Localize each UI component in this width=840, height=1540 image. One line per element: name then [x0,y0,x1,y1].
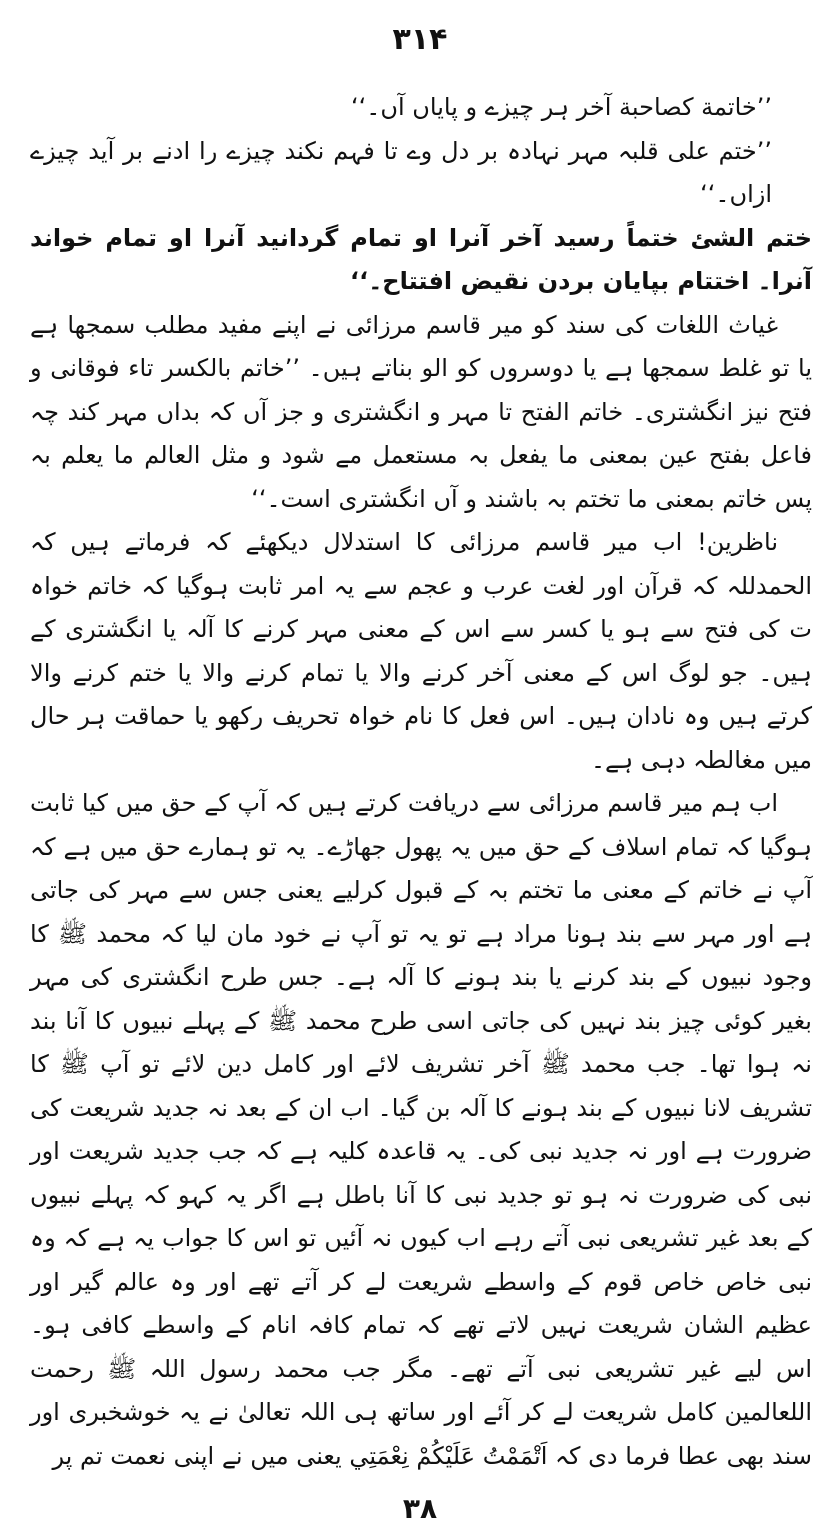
page-number-top: ۳۱۴ [392,22,448,57]
quote-line: ’’خاتمة کصاحبة آخر ہر چیزے و پایاں آں۔‘‘ [351,93,772,121]
page-number-bottom: ۳۸ [402,1492,438,1525]
body-paragraph: غیاث اللغات کی سند کو میر قاسم مرزائی نے اپنے مفید مطلب سمجھا ہے یا تو غلط سمجھا ہے یا دوسروں کو الو بناتے ہیں۔ ’’خاتم بالکسر تاء فوقانی و فتح نیز انگشتری۔ خاتم الفتح تا مہر و انگشتری و جز آں کہ بداں مہر کند چہ فاعل بفتح عین بمعنی ما یفعل بہ مستعمل مے شود و مثل العالم ما یعلم بہ پس خاتم بمعنی ما تختم بہ باشند و آں انگشتری است۔‘‘ [30,310,812,513]
body-paragraph: اب ہم میر قاسم مرزائی سے دریافت کرتے ہیں کہ آپ کے حق میں کیا ثابت ہوگیا کہ تمام اسلاف کے حق میں یہ پھول جھاڑے۔ یہ تو ہمارے حق میں ہے کہ آپ نے خاتم کے معنی ما تختم بہ کے قبول کرلیے یعنی جس سے مہر کی جاتی ہے اور مہر سے بند ہونا مراد ہے تو یہ تو آپ نے خود مان لیا کہ محمد ﷺ کا وجود نبیوں کے بند کرنے یا بند ہونے کا آلہ ہے۔ جس طرح انگشتری کی مہر بغیر کوئی چیز بند نہیں کی جاتی اسی طرح محمد ﷺ کے پہلے نبیوں کا آنا بند نہ ہوا تھا۔ جب محمد ﷺ آخر تشریف لائے اور کامل دین لائے تو آپ ﷺ کا تشریف لانا نبیوں کے بند ہونے کا آلہ بن گیا۔ اب ان کے بعد نہ جدید شریعت کی ضرورت ہے اور نہ جدید نبی کی۔ یہ قاعدہ کلیہ ہے کہ جب جدید شریعت اور نبی کی ضرورت نہ ہو تو جدید نبی کا آنا باطل ہے اگر یہ کہو کہ پہلے نبیوں کے بعد غیر تشریعی نبی آتے رہے اب کیوں نہ آئیں تو اس کا جواب یہ ہے کہ وہ نبی خاص خاص قوم کے واسطے شریعت لے کر آتے تھے اور وہ عالم گیر اور عظیم الشان شریعت نہیں لاتے تھے کہ تمام کافہ انام کے واسطے کافی ہو۔ اس لیے غیر تشریعی نبی آتے تھے۔ مگر جب محمد رسول اللہ ﷺ رحمت اللعالمین کامل شریعت لے کر آئے اور ساتھ ہی اللہ تعالیٰ نے یہ خوشخبری اور سند بھی عطا فرما دی کہ اَتْمَمْتُ عَلَيْكُمْ نِعْمَتِي یعنی میں نے اپنی نعمت تم پر [30,789,812,1470]
quote-line: ’’ختم علی قلبہ مہر نہادہ بر دل وے تا فہم نکند چیزے را ادنے بر آید چیزے ازاں۔‘‘ [30,136,772,208]
body-paragraph: ناظرین! اب میر قاسم مرزائی کا استدلال دیکھئے کہ فرماتے ہیں کہ الحمدللہ کہ قرآن اور لغت عرب و عجم سے یہ امر ثابت ہوگیا کہ خاتم خواہ ت کی فتح سے ہو یا کسر سے اس کے معنی مہر کرنے کا آلہ یا انگشتری کے ہیں۔ جو لوگ اس کے معنی آخر کرنے والا یا تمام کرنے والا یا ختم کرنے والا کرتے ہیں وہ نادان ہیں۔ اس فعل کا نام خواہ تحریف رکھو یا حماقت ہر حال میں مغالطہ دہی ہے۔ [30,528,812,774]
page-body [30,86,812,1478]
arabic-definition: ختم الشئ ختماً رسید آخر آنرا او تمام گردانید آنرا او تمام خواند آنرا۔ اختتام بپایان بردن نقیض افتتاح۔‘‘ [30,223,812,295]
